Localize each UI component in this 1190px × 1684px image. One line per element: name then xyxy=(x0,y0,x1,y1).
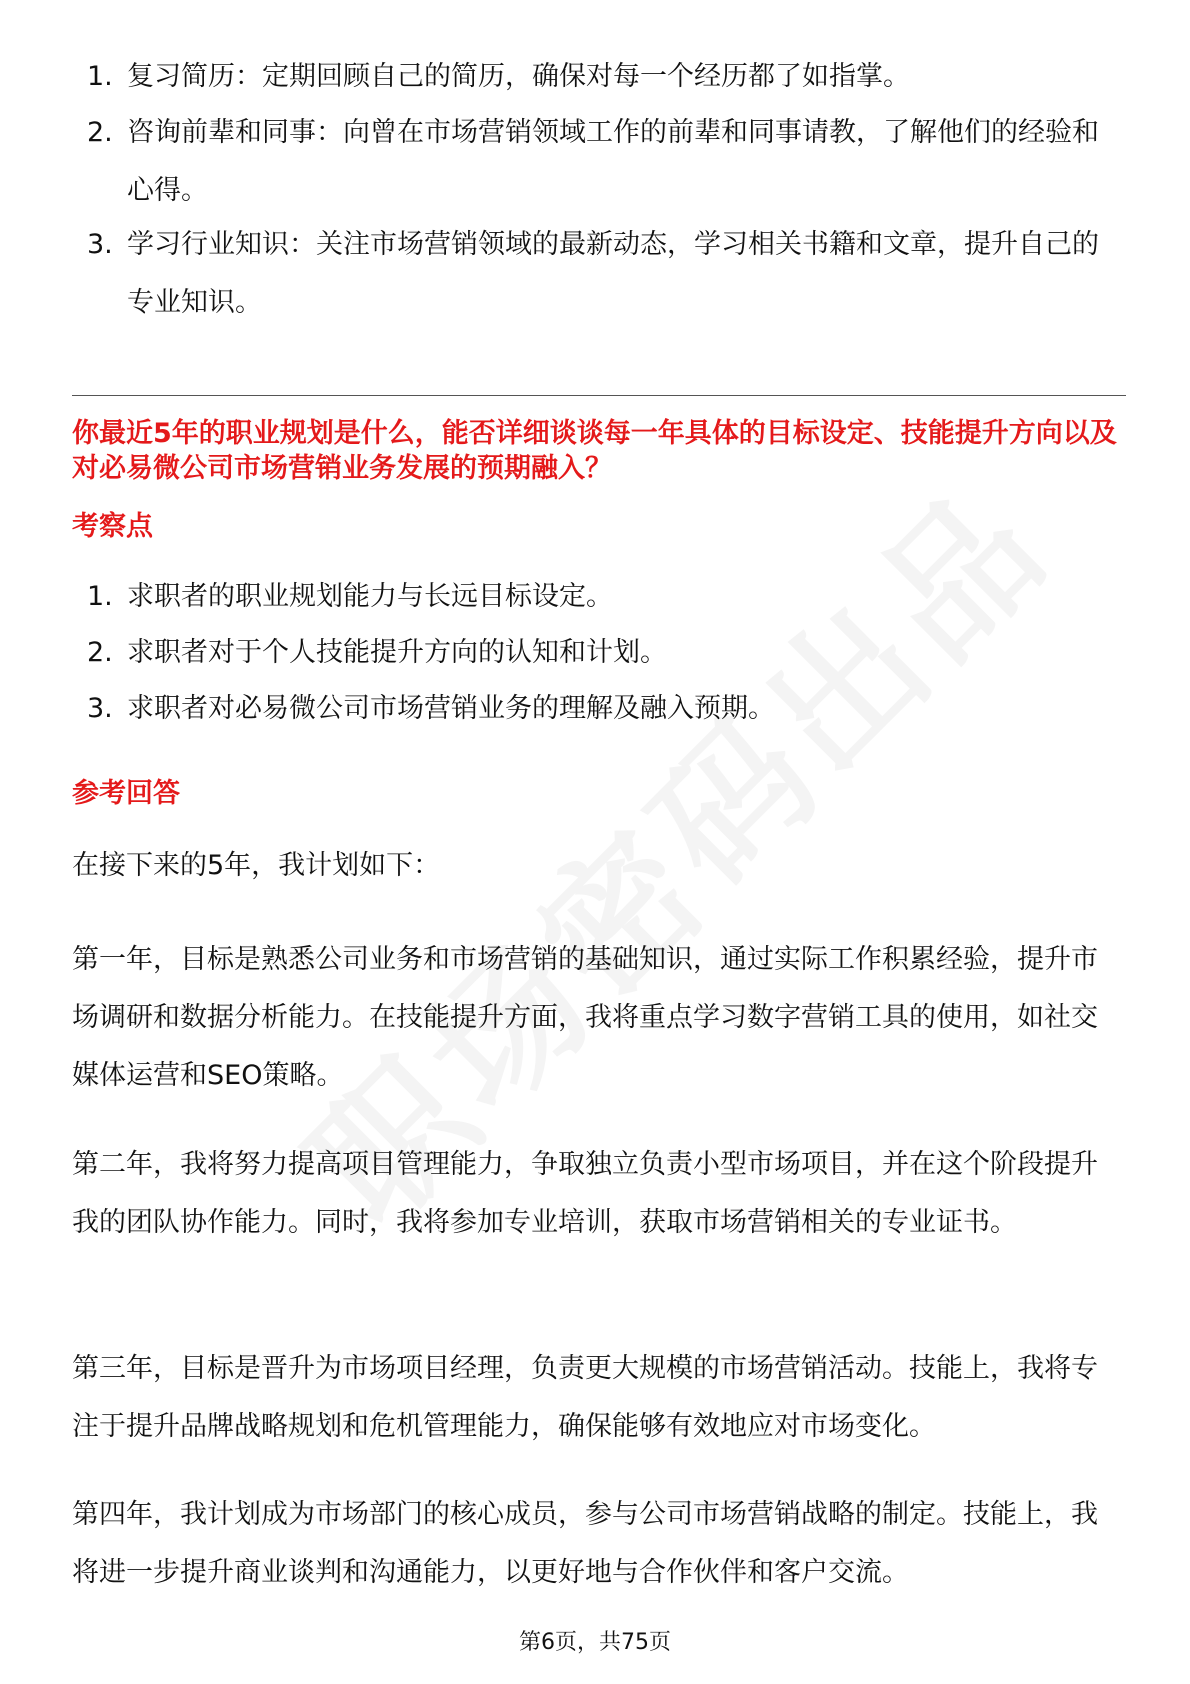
list-item-number: 3. xyxy=(87,693,113,724)
list-item-number: 1. xyxy=(87,581,113,612)
list-item-text: 求职者的职业规划能力与长远目标设定。 xyxy=(127,581,613,612)
page-number: 第6页，共75页 xyxy=(519,1630,671,1655)
checkpoints-title: 考察点 xyxy=(72,511,153,542)
list-item-number: 3. xyxy=(87,229,113,260)
answer-paragraph: 在接下来的5年，我计划如下： xyxy=(72,850,441,881)
list-item-text: 求职者对必易微公司市场营销业务的理解及融入预期。 xyxy=(127,693,775,724)
list-item-text: 学习行业知识：关注市场营销领域的最新动态，学习相关书籍和文章，提升自己的专业知识。 xyxy=(127,229,1099,318)
list-item-number: 2. xyxy=(87,637,113,668)
list-item-text: 咨询前辈和同事：向曾在市场营销领域工作的前辈和同事请教，了解他们的经验和心得。 xyxy=(127,117,1099,206)
answer-paragraph: 第一年，目标是熟悉公司业务和市场营销的基础知识，通过实际工作积累经验，提升市场调研和数据分析能力。在技能提升方面，我将重点学习数字营销工具的使用，如社交媒体运营和SEO策略。 xyxy=(72,944,1098,1091)
section-divider xyxy=(72,395,1126,396)
answer-paragraph: 第四年，我计划成为市场部门的核心成员，参与公司市场营销战略的制定。技能上，我将进一步提升商业谈判和沟通能力，以更好地与合作伙伴和客户交流。 xyxy=(72,1499,1098,1588)
list-item-number: 2. xyxy=(87,117,113,148)
answer-title: 参考回答 xyxy=(72,778,180,809)
interview-question: 你最近5年的职业规划是什么，能否详细谈谈每一年具体的目标设定、技能提升方向以及对必易微公司市场营销业务发展的预期融入？ xyxy=(72,418,1117,484)
list-item-text: 求职者对于个人技能提升方向的认知和计划。 xyxy=(127,637,667,668)
list-item-number: 1. xyxy=(87,61,113,92)
answer-paragraph: 第二年，我将努力提高项目管理能力，争取独立负责小型市场项目，并在这个阶段提升我的团队协作能力。同时，我将参加专业培训，获取市场营销相关的专业证书。 xyxy=(72,1149,1098,1238)
list-item-text: 复习简历：定期回顾自己的简历，确保对每一个经历都了如指掌。 xyxy=(127,61,910,92)
answer-paragraph: 第三年，目标是晋升为市场项目经理，负责更大规模的市场营销活动。技能上，我将专注于提升品牌战略规划和危机管理能力，确保能够有效地应对市场变化。 xyxy=(72,1353,1098,1442)
